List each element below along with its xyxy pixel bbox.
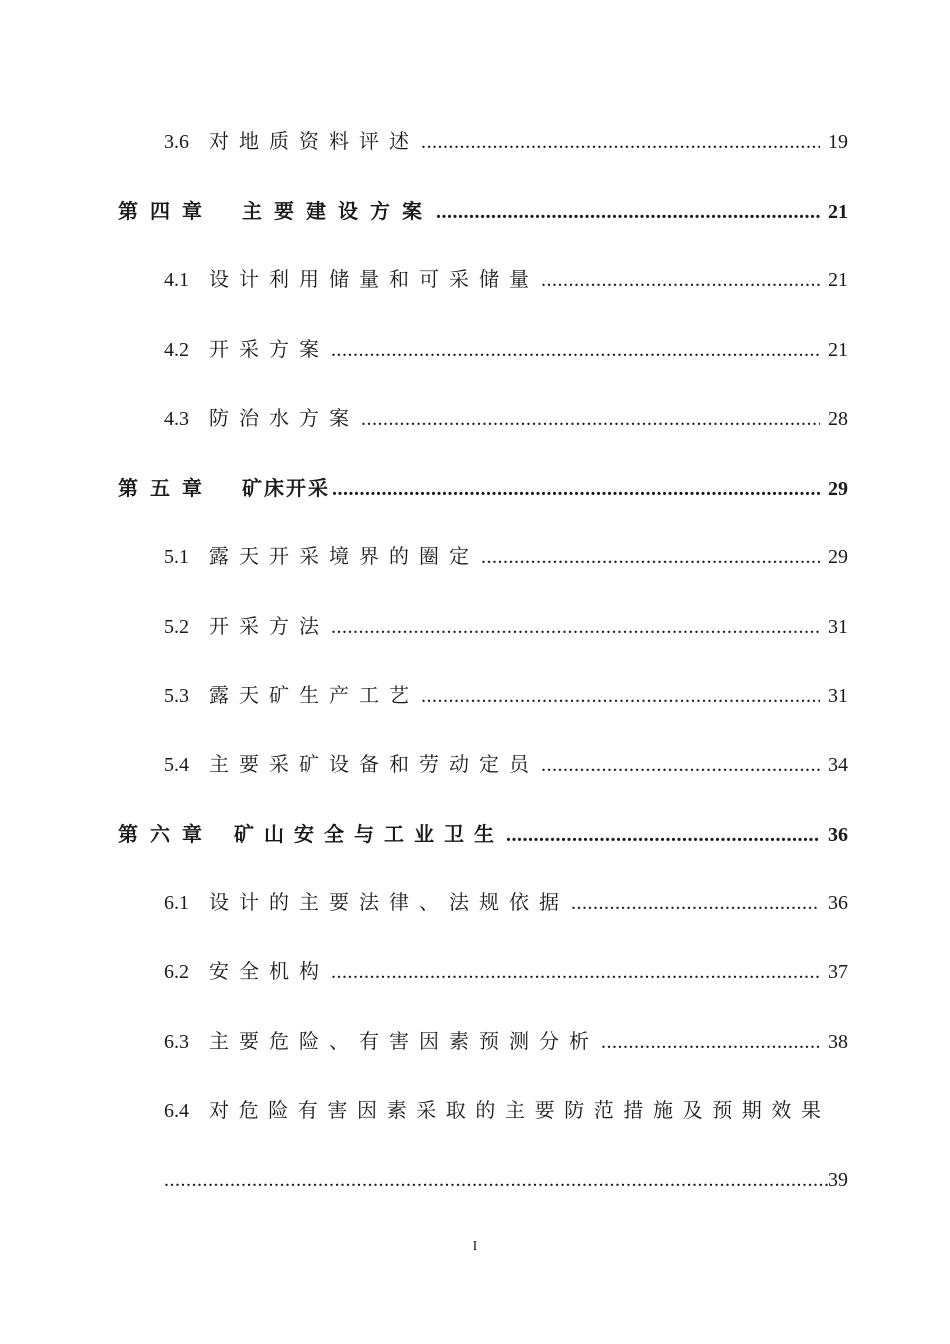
toc-entry-page: 39 — [828, 1169, 848, 1191]
toc-chapter-4[interactable] — [118, 200, 848, 224]
toc-entry-title: 开采方案 — [209, 339, 329, 361]
toc-entry-title: 对地质资料评述 — [209, 131, 419, 153]
toc-entry-number: 5.3 — [164, 685, 189, 707]
toc-entry-page: 34 — [828, 754, 848, 776]
toc-entry-title: 安全机构 — [209, 961, 329, 983]
toc-entry-page: 21 — [828, 339, 848, 361]
dot-leader — [506, 823, 820, 847]
toc-entry-number: 5.2 — [164, 616, 189, 638]
chapter-page: 36 — [828, 824, 848, 846]
toc-entry-title: 露天矿生产工艺 — [209, 685, 419, 707]
page-number-footer: I — [472, 1239, 478, 1254]
toc-entry-4-3[interactable] — [164, 407, 848, 431]
dot-leader — [361, 407, 820, 431]
toc-entry-6-3[interactable] — [164, 1030, 848, 1054]
dot-leader — [421, 684, 820, 708]
toc-entry-5-1[interactable] — [164, 545, 848, 569]
toc-entry-4-1[interactable] — [164, 268, 848, 292]
toc-entry-page: 38 — [828, 1031, 848, 1053]
toc-entry-title: 开采方法 — [209, 616, 329, 638]
toc-entry-6-4-continuation[interactable] — [164, 1168, 848, 1192]
toc-entry-4-2[interactable] — [164, 338, 848, 362]
chapter-title: 主要建设方案 — [242, 201, 434, 223]
dot-leader — [421, 130, 820, 154]
dot-leader — [332, 477, 820, 501]
toc-entry-title: 对危险有害因素采取的主要防范措施及预期效果 — [209, 1100, 831, 1122]
chapter-page: 21 — [828, 201, 848, 223]
toc-entry-5-2[interactable] — [164, 615, 848, 639]
dot-leader — [436, 200, 820, 224]
toc-entry-title: 露天开采境界的圈定 — [209, 546, 479, 568]
chapter-label: 第四章 — [118, 201, 214, 223]
dot-leader — [164, 1168, 828, 1192]
toc-entry-number: 6.1 — [164, 892, 189, 914]
toc-entry-title: 主要危险、有害因素预测分析 — [209, 1031, 599, 1053]
dot-leader — [541, 268, 820, 292]
toc-entry-number: 6.4 — [164, 1100, 189, 1122]
toc-entry-3-6[interactable] — [164, 130, 848, 154]
toc-entry-title: 主要采矿设备和劳动定员 — [209, 754, 539, 776]
dot-leader — [331, 615, 820, 639]
toc-chapter-5[interactable] — [118, 477, 848, 501]
toc-entry-page: 31 — [828, 685, 848, 707]
toc-entry-title: 防治水方案 — [209, 408, 359, 430]
chapter-title: 矿床开采 — [242, 478, 330, 500]
dot-leader — [571, 891, 820, 915]
toc-entry-page: 29 — [828, 546, 848, 568]
toc-entry-page: 19 — [828, 131, 848, 153]
toc-entry-title: 设计的主要法律、法规依据 — [209, 892, 569, 914]
toc-entry-6-1[interactable] — [164, 891, 848, 915]
chapter-title: 矿山安全与工业卫生 — [234, 824, 504, 846]
toc-entry-number: 3.6 — [164, 131, 189, 153]
toc-entry-page: 31 — [828, 616, 848, 638]
toc-entry-page: 21 — [828, 269, 848, 291]
toc-entry-number: 5.1 — [164, 546, 189, 568]
dot-leader — [601, 1030, 820, 1054]
chapter-label: 第五章 — [118, 478, 214, 500]
toc-entry-5-3[interactable] — [164, 684, 848, 708]
dot-leader — [541, 753, 820, 777]
toc-entry-5-4[interactable] — [164, 753, 848, 777]
toc-entry-number: 6.2 — [164, 961, 189, 983]
toc-entry-number: 4.2 — [164, 339, 189, 361]
toc-entry-title: 设计利用储量和可采储量 — [209, 269, 539, 291]
toc-entry-page: 37 — [828, 961, 848, 983]
dot-leader — [331, 960, 820, 984]
toc-entry-number: 5.4 — [164, 754, 189, 776]
toc-entry-page: 28 — [828, 408, 848, 430]
chapter-page: 29 — [828, 478, 848, 500]
dot-leader — [481, 545, 820, 569]
chapter-label: 第六章 — [118, 824, 214, 846]
toc-entry-number: 4.1 — [164, 269, 189, 291]
toc-entry-page: 36 — [828, 892, 848, 914]
toc-chapter-6[interactable] — [118, 823, 848, 847]
toc-entry-6-2[interactable] — [164, 960, 848, 984]
toc-entry-6-4[interactable] — [164, 1099, 848, 1123]
toc-entry-number: 4.3 — [164, 408, 189, 430]
toc-entry-number: 6.3 — [164, 1031, 189, 1053]
dot-leader — [331, 338, 820, 362]
